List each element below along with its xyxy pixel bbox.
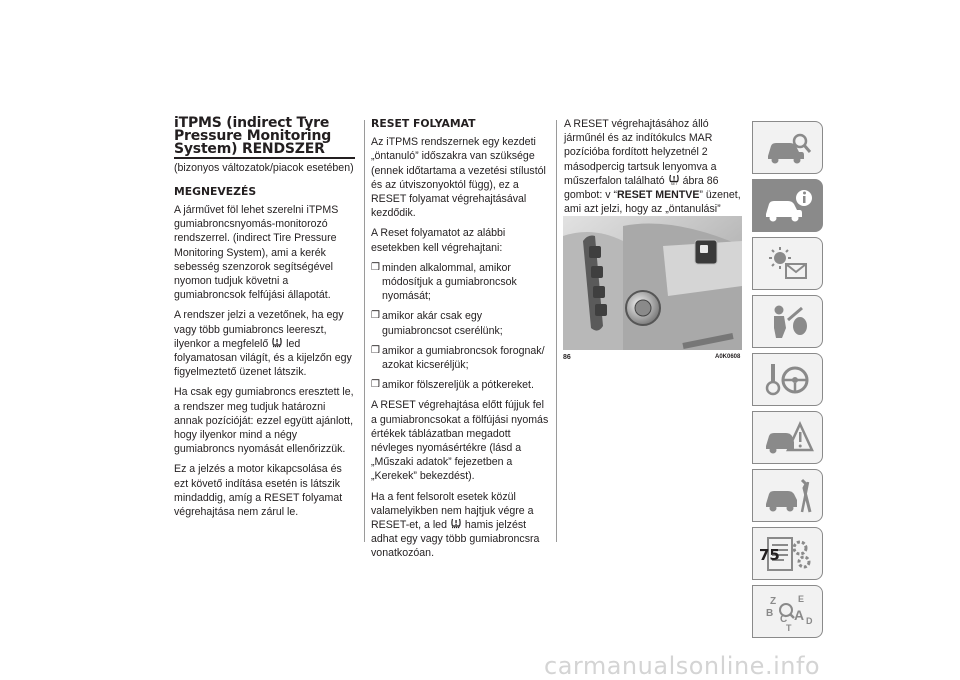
- paragraph: A rendszer jelzi a vezetőnek, ha egy vagy több gumiabroncs leereszt, ilyenkor a megfelelő led folyamatosan világít, és a kijelzőn egy figyelmeztető üzenet látszik.: [174, 309, 352, 379]
- list-item: ❒ amikor fölszereljük a pótkereket.: [371, 379, 534, 392]
- car-warning-triangle-icon: [762, 418, 814, 458]
- key-steering-icon: [762, 360, 814, 400]
- watermark: carmanualsonline.info: [544, 652, 821, 680]
- list-item: ❒ amikor a gumiabroncsok forognak/ azokat kicseréljük;: [371, 344, 545, 372]
- title-rule: [174, 157, 355, 159]
- tab-lights-message[interactable]: [752, 237, 823, 290]
- section-subtitle: (bizonyos változatok/piacok esetében): [174, 161, 354, 174]
- lights-message-icon: [762, 244, 814, 284]
- svg-text:Z: Z: [769, 595, 776, 607]
- heading-reset: RESET FOLYAMAT: [371, 117, 476, 130]
- car-tools-icon: [762, 476, 814, 516]
- tab-car-tools[interactable]: [752, 469, 823, 522]
- paragraph: Az iTPMS rendszernek egy kezdeti „öntanuló” időszakra van szüksége (ennek időtartama a vezetési stílustól és az útviszonyoktól függ), ez a RESET folyamat végrehajtásával kezdődik.: [371, 136, 546, 220]
- heading-megnevezes: MEGNEVEZÉS: [174, 184, 257, 198]
- svg-text:C: C: [779, 613, 787, 625]
- car-search-icon: [762, 128, 814, 168]
- figure-code: A0K0608: [715, 354, 741, 360]
- paragraph: A járművet föl lehet szerelni iTPMS gumiabroncsnyomás-monitorozó rendszerrel. (indirect Tire Pressure Monitoring System), ami a kerék sebesség szenzorok segítségével nyomon tudjuk követni a gumiabroncsok felfújási állapotát.: [174, 203, 339, 302]
- paragraph: Ha csak egy gumiabroncs eresztett le, a rendszer meg tudjuk határozni annak pozícióját: ezzel együtt ajánlott, hogy ilyenkor mind a négy gumiabroncs nyomását ellenőrizzük.: [174, 386, 354, 456]
- car-info-icon: [762, 186, 814, 226]
- section-title: iTPMS (indirect Tyre Pressure Monitoring System) RENDSZER: [174, 115, 332, 157]
- svg-text:E: E: [797, 593, 804, 604]
- person-airbag-icon: [762, 302, 814, 342]
- column-divider: [364, 120, 365, 542]
- column-2: [371, 117, 549, 567]
- svg-text:D: D: [805, 615, 812, 626]
- tab-person-airbag[interactable]: [752, 295, 823, 348]
- paragraph: Ez a jelzés a motor kikapcsolása és ezt követő indítása esetén is látszik mindaddig, amíg a RESET folyamat végrehajtása nem zárul le.: [174, 463, 343, 518]
- paragraph: Ha a fent felsorolt esetek közül valamelyikben nem hajtjuk végre a RESET-et, a led hamis jelzést adhat egy vagy több gumiabroncsra vonatkozóan.: [371, 490, 540, 560]
- tab-key-steering[interactable]: [752, 353, 823, 406]
- tire-pressure-warning-icon: [272, 337, 282, 348]
- page-number: 75: [759, 546, 780, 564]
- chapter-tabs: [752, 121, 823, 643]
- svg-text:SET: SET: [670, 181, 677, 185]
- paragraph: A RESET végrehajtása előtt fújjuk fel a gumiabroncsokat a fölfújási nyomás értékek táblázatban megadott névleges nyomásértékre (lásd a „Műszaki adatok” fejezetben a „Kerekek” bekezdést).: [371, 399, 549, 483]
- list-item: ❒ minden alkalommal, amikor módosítjuk a gumiabroncsok nyomását;: [371, 261, 517, 303]
- tab-car-info[interactable]: [752, 179, 823, 232]
- alphabet-index-icon: [762, 592, 814, 632]
- tab-alphabet-index[interactable]: [752, 585, 823, 638]
- dashboard-photo: [563, 216, 742, 350]
- svg-text:B: B: [765, 607, 773, 619]
- paragraph: A Reset folyamatot az alábbi esetekben kell végrehajtani:: [371, 227, 506, 254]
- column-divider: [556, 120, 557, 542]
- paragraph: A RESET végrehajtásához álló járműnél és az indítókulcs MAR pozícióba fordított helyzetnél 2 másodpercig tartsuk lenyomva a műszerfalon található SET ábra 86 gombot: v “RESET MENTVE” üzenet, ami azt jelzi, hogy az „öntanulási”: [564, 118, 741, 216]
- tire-pressure-warning-icon: [451, 518, 461, 529]
- list-item: ❒ amikor akár csak egy gumiabroncsot cserélünk;: [371, 310, 503, 337]
- column-1: [174, 117, 355, 525]
- tire-reset-button-icon: [669, 174, 679, 185]
- svg-text:A: A: [793, 606, 804, 623]
- tab-car-warning[interactable]: [752, 411, 823, 464]
- figure-number: 86: [563, 354, 571, 361]
- tab-car-search[interactable]: [752, 121, 823, 174]
- svg-text:T: T: [785, 622, 791, 632]
